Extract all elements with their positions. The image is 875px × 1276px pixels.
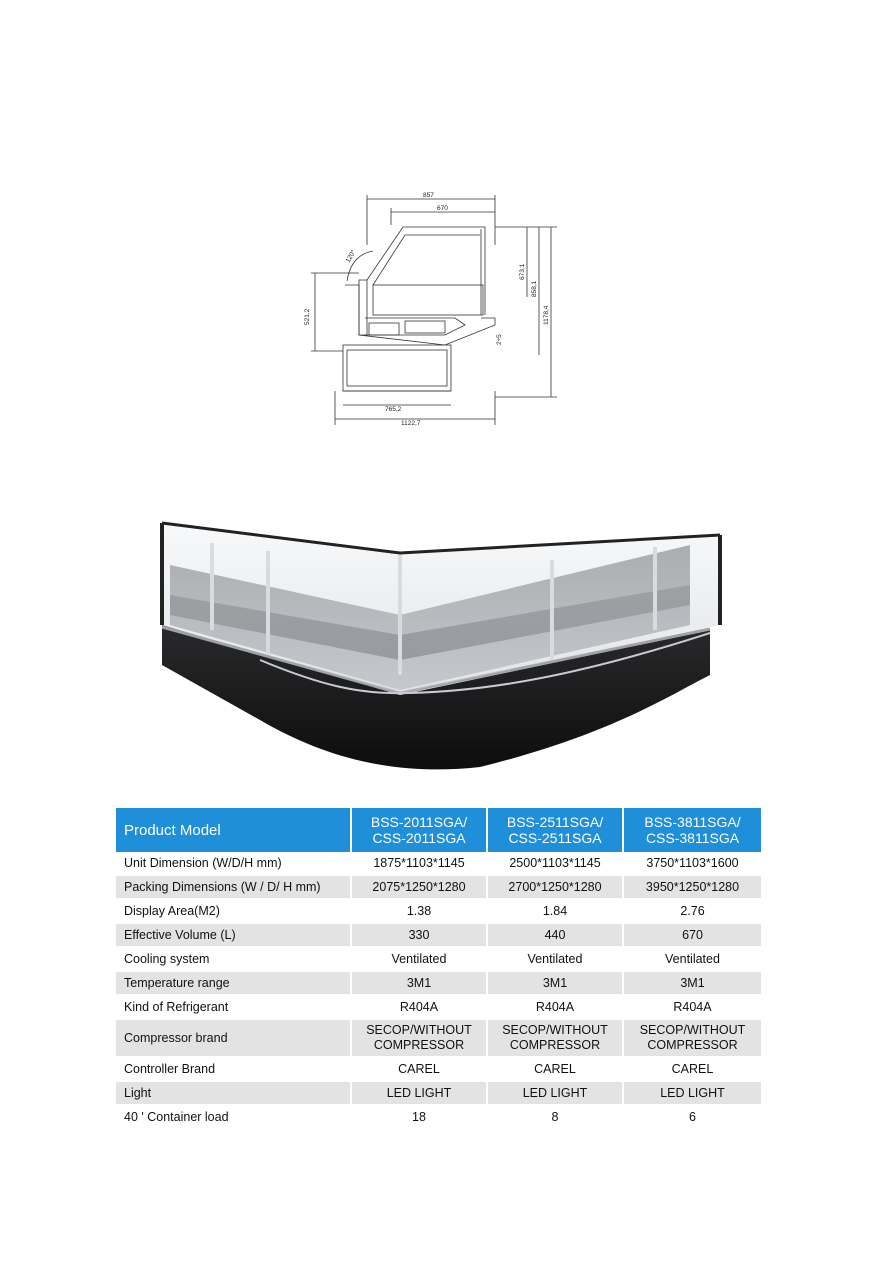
table-cell: Ventilated <box>624 948 761 972</box>
technical-drawing <box>295 185 565 435</box>
table-header-row <box>116 808 761 852</box>
header-model-2: BSS-2511SGA/ CSS-2511SGA <box>488 808 624 852</box>
table-row <box>116 924 761 948</box>
row-label: Compressor brand <box>116 1020 352 1058</box>
table-cell: 2500*1103*1145 <box>488 852 624 876</box>
table-cell: 6 <box>624 1106 761 1130</box>
table-cell: 2.76 <box>624 900 761 924</box>
header-model-3: BSS-3811SGA/ CSS-3811SGA <box>624 808 761 852</box>
table-row <box>116 996 761 1020</box>
product-photo <box>150 505 740 775</box>
table-cell: 330 <box>352 924 488 948</box>
table-cell: R404A <box>488 996 624 1020</box>
row-label: Kind of Refrigerant <box>116 996 352 1020</box>
table-cell: CAREL <box>488 1058 624 1082</box>
table-cell: 2700*1250*1280 <box>488 876 624 900</box>
table-cell: 3950*1250*1280 <box>624 876 761 900</box>
table-cell: CAREL <box>624 1058 761 1082</box>
table-cell: 18 <box>352 1106 488 1130</box>
row-label: Packing Dimensions (W / D/ H mm) <box>116 876 352 900</box>
table-cell: SECOP/WITHOUT COMPRESSOR <box>352 1020 488 1058</box>
row-label: Temperature range <box>116 972 352 996</box>
table-cell: LED LIGHT <box>352 1082 488 1106</box>
table-cell: 1.84 <box>488 900 624 924</box>
row-label: Controller Brand <box>116 1058 352 1082</box>
row-label: Cooling system <box>116 948 352 972</box>
table-cell: 3M1 <box>352 972 488 996</box>
table-cell: LED LIGHT <box>488 1082 624 1106</box>
table-cell: R404A <box>624 996 761 1020</box>
dim-bottom-outer: 1122,7 <box>401 420 421 427</box>
table-cell: SECOP/WITHOUT COMPRESSOR <box>488 1020 624 1058</box>
table-cell: SECOP/WITHOUT COMPRESSOR <box>624 1020 761 1058</box>
dim-right-1: 673,1 <box>519 263 526 280</box>
table-cell: 3750*1103*1600 <box>624 852 761 876</box>
dim-small: 2÷5 <box>496 334 503 345</box>
table-row <box>116 972 761 996</box>
dim-top-inner: 670 <box>437 205 448 212</box>
header-product-model: Product Model <box>116 808 352 852</box>
dim-top-outer: 857 <box>423 192 434 199</box>
dim-bottom-inner: 765,2 <box>385 406 402 413</box>
table-cell: R404A <box>352 996 488 1020</box>
table-cell: 670 <box>624 924 761 948</box>
table-row <box>116 852 761 876</box>
table-cell: 2075*1250*1280 <box>352 876 488 900</box>
table-cell: 1875*1103*1145 <box>352 852 488 876</box>
row-label: Unit Dimension (W/D/H mm) <box>116 852 352 876</box>
table-row <box>116 1058 761 1082</box>
table-cell: Ventilated <box>488 948 624 972</box>
table-row <box>116 1106 761 1130</box>
dim-angle: 120° <box>344 248 358 264</box>
spec-table <box>116 808 761 1130</box>
row-label: Effective Volume (L) <box>116 924 352 948</box>
table-cell: Ventilated <box>352 948 488 972</box>
dim-right-2: 858,1 <box>531 280 538 297</box>
table-cell: 1.38 <box>352 900 488 924</box>
row-label: Display Area(M2) <box>116 900 352 924</box>
table-cell: LED LIGHT <box>624 1082 761 1106</box>
header-model-1: BSS-2011SGA/ CSS-2011SGA <box>352 808 488 852</box>
row-label: Light <box>116 1082 352 1106</box>
dim-left: 521,2 <box>304 308 311 325</box>
table-cell: 8 <box>488 1106 624 1130</box>
table-row <box>116 1020 761 1058</box>
table-cell: 3M1 <box>488 972 624 996</box>
table-cell: 440 <box>488 924 624 948</box>
table-row <box>116 948 761 972</box>
table-row <box>116 1082 761 1106</box>
table-cell: CAREL <box>352 1058 488 1082</box>
table-row <box>116 876 761 900</box>
table-cell: 3M1 <box>624 972 761 996</box>
row-label: 40 ' Container load <box>116 1106 352 1130</box>
table-row <box>116 900 761 924</box>
dim-right-3: 1178,4 <box>543 305 550 325</box>
